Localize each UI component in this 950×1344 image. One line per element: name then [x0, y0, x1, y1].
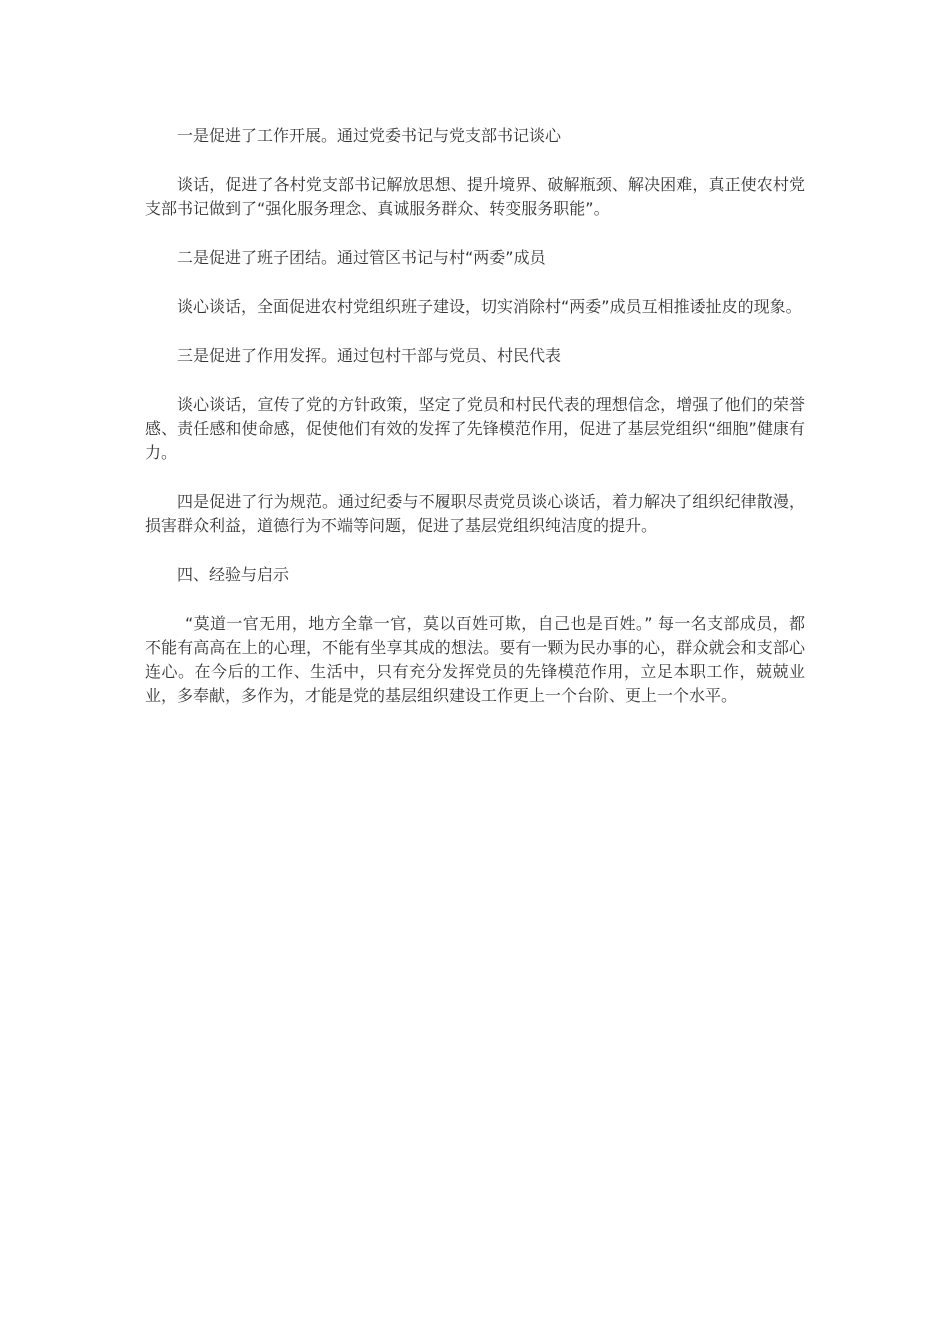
paragraph-policy-publicity: 谈心谈话，宣传了党的方针政策，坚定了党员和村民代表的理想信念，增强了他们的荣誉感、责任感和使命感，促使他们有效的发挥了先锋模范作用，促进了基层党组织“细胞”健康有力。 [145, 395, 805, 462]
paragraph-talk-secretaries: 谈话，促进了各村党支部书记解放思想、提升境界、破解瓶颈、解决困难，真正使农村党支部书记做到了“强化服务理念、真诚服务群众、转变服务职能”。 [145, 175, 805, 218]
paragraph-conduct-norms: 四是促进了行为规范。通过纪委与不履职尽责党员谈心谈话，着力解决了组织纪律散漫，损害群众利益，道德行为不端等问题，促进了基层党组织纯洁度的提升。 [145, 492, 805, 535]
section-heading-experience: 四、经验与启示 [177, 565, 290, 584]
document-page [145, 124, 805, 733]
paragraph-promote-role: 三是促进了作用发挥。通过包村干部与党员、村民代表 [177, 346, 562, 365]
paragraph-team-building: 谈心谈话，全面促进农村党组织班子建设，切实消除村“两委”成员互相推诿扯皮的现象。 [177, 297, 802, 316]
paragraph-closing-quote: “莫道一官无用，地方全靠一官，莫以百姓可欺，自己也是百姓。” 每一名支部成员，都不能有高高在上的心理，不能有坐享其成的想法。要有一颗为民办事的心，群众就会和支部心连心。在今后的工作、生活中，只有充分发挥党员的先锋模范作用，立足本职工作，兢兢业业，多奉献，多作为，才能是党的基层组织建设工作更上一个台阶、更上一个水平。 [145, 614, 805, 705]
paragraph-promote-unity: 二是促进了班子团结。通过管区书记与村“两委”成员 [177, 248, 546, 267]
paragraph-promote-work: 一是促进了工作开展。通过党委书记与党支部书记谈心 [177, 126, 562, 145]
